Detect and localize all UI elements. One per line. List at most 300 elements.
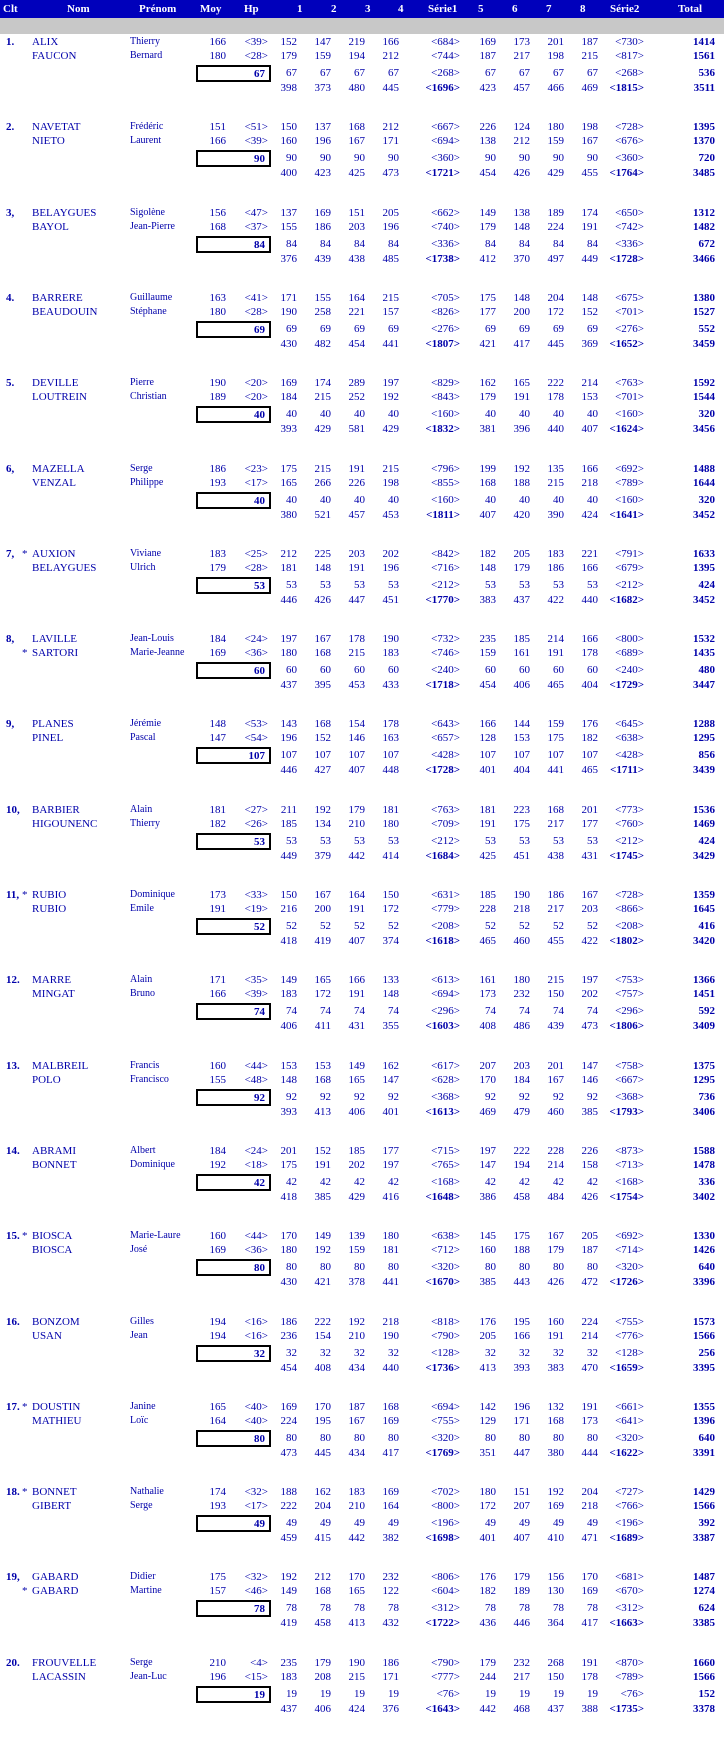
- series1-score: <702>: [431, 1486, 460, 1498]
- team-game-sum: 442: [348, 1532, 365, 1544]
- game-score: 222: [513, 1145, 530, 1157]
- team-game-sum: 453: [382, 509, 399, 521]
- game-score: 168: [479, 477, 496, 489]
- game-score: 149: [479, 207, 496, 219]
- player-first-name: José: [130, 1244, 148, 1255]
- player-first-name: Frédéric: [130, 121, 164, 132]
- game-score: 159: [547, 135, 564, 147]
- team-game-sum: 414: [382, 850, 399, 862]
- team-game-sum: 432: [382, 1617, 399, 1629]
- handicap-score: 67: [388, 67, 399, 79]
- team-handicap-box: 74: [196, 1003, 271, 1020]
- handicap-score: 90: [320, 152, 331, 164]
- series2-score: <742>: [615, 221, 644, 233]
- team-game-sum: 581: [348, 423, 365, 435]
- team-series2-sum: <1806>: [609, 1020, 644, 1032]
- player-total: 1644: [693, 477, 715, 489]
- team-game-sum: 437: [513, 594, 530, 606]
- team-rank: 20.: [6, 1657, 20, 1669]
- series1-score: <715>: [431, 1145, 460, 1157]
- game-score: 171: [382, 1671, 399, 1683]
- game-score: 196: [382, 221, 399, 233]
- game-score: 150: [547, 1671, 564, 1683]
- handicap-score: 67: [587, 67, 598, 79]
- player-last-name: SARTORI: [32, 647, 79, 659]
- game-score: 153: [280, 1060, 297, 1072]
- game-score: 221: [581, 548, 598, 560]
- game-score: 165: [280, 477, 297, 489]
- team-game-sum: 486: [513, 1020, 530, 1032]
- handicap-total: 536: [698, 67, 715, 79]
- game-score: 203: [581, 903, 598, 915]
- handicap-score: 42: [354, 1176, 365, 1188]
- game-score: 226: [348, 477, 365, 489]
- player-star: [22, 987, 30, 1001]
- game-score: 191: [348, 988, 365, 1000]
- team-total: 3396: [693, 1276, 715, 1288]
- game-score: 200: [314, 903, 331, 915]
- team-game-sum: 430: [280, 1276, 297, 1288]
- team-game-sum: 431: [581, 850, 598, 862]
- game-score: 222: [280, 1500, 297, 1512]
- game-score: 172: [547, 306, 564, 318]
- player-average: 184: [209, 633, 226, 645]
- player-last-name: DEVILLE: [32, 377, 79, 389]
- game-score: 191: [479, 818, 496, 830]
- series1-score: <779>: [431, 903, 460, 915]
- handicap-series1: <368>: [431, 1091, 460, 1103]
- team-game-sum: 449: [581, 253, 598, 265]
- handicap-series1: <240>: [431, 664, 460, 676]
- player-last-name: PINEL: [32, 732, 64, 744]
- team-total: 3420: [693, 935, 715, 947]
- game-score: 202: [581, 988, 598, 1000]
- handicap-score: 74: [519, 1005, 530, 1017]
- game-score: 175: [547, 732, 564, 744]
- team-series2-sum: <1729>: [609, 679, 644, 691]
- game-score: 160: [547, 1316, 564, 1328]
- player-total: 1380: [693, 292, 715, 304]
- game-score: 188: [513, 477, 530, 489]
- game-score: 156: [547, 1571, 564, 1583]
- game-score: 186: [314, 221, 331, 233]
- player-last-name: RUBIO: [32, 889, 67, 901]
- handicap-score: 32: [354, 1347, 365, 1359]
- game-score: 215: [547, 974, 564, 986]
- team-rank: 14.: [6, 1145, 20, 1157]
- handicap-series2: <268>: [615, 67, 644, 79]
- team-game-sum: 424: [348, 1703, 365, 1715]
- game-score: 226: [479, 121, 496, 133]
- game-score: 182: [581, 732, 598, 744]
- player-average: 168: [209, 221, 226, 233]
- team-block: [0, 546, 724, 632]
- team-game-sum: 410: [547, 1532, 564, 1544]
- player-handicap: <39>: [244, 135, 268, 147]
- game-score: 181: [479, 804, 496, 816]
- team-series1-sum: <1770>: [425, 594, 460, 606]
- player-handicap: <20>: [244, 391, 268, 403]
- team-game-sum: 451: [513, 850, 530, 862]
- game-score: 159: [479, 647, 496, 659]
- player-last-name: GABARD: [32, 1571, 79, 1583]
- handicap-score: 90: [388, 152, 399, 164]
- game-score: 167: [547, 1074, 564, 1086]
- game-score: 191: [581, 1657, 598, 1669]
- player-last-name: BELAYGUES: [32, 207, 97, 219]
- handicap-score: 32: [286, 1347, 297, 1359]
- team-game-sum: 424: [581, 509, 598, 521]
- team-game-sum: 408: [479, 1020, 496, 1032]
- player-handicap: <28>: [244, 306, 268, 318]
- handicap-score: 52: [286, 920, 297, 932]
- handicap-score: 80: [354, 1261, 365, 1273]
- handicap-score: 53: [485, 579, 496, 591]
- game-score: 197: [280, 633, 297, 645]
- game-score: 133: [382, 974, 399, 986]
- team-game-sum: 406: [280, 1020, 297, 1032]
- game-score: 169: [280, 377, 297, 389]
- game-score: 161: [513, 647, 530, 659]
- handicap-score: 80: [388, 1432, 399, 1444]
- game-score: 205: [581, 1230, 598, 1242]
- game-score: 217: [547, 818, 564, 830]
- game-score: 214: [581, 377, 598, 389]
- game-score: 197: [382, 1159, 399, 1171]
- team-game-sum: 458: [314, 1617, 331, 1629]
- team-game-sum: 460: [547, 1106, 564, 1118]
- player-total: 1561: [693, 50, 715, 62]
- game-score: 177: [382, 1145, 399, 1157]
- player-first-name: Thierry: [130, 36, 160, 47]
- player-star: [22, 1144, 30, 1158]
- team-game-sum: 434: [348, 1362, 365, 1374]
- team-game-sum: 439: [547, 1020, 564, 1032]
- handicap-score: 60: [587, 664, 598, 676]
- player-average: 160: [209, 1230, 226, 1242]
- team-game-sum: 369: [581, 338, 598, 350]
- col-total: Total: [678, 3, 703, 15]
- player-star: [22, 134, 30, 148]
- handicap-score: 92: [553, 1091, 564, 1103]
- handicap-score: 32: [320, 1347, 331, 1359]
- game-score: 214: [581, 1330, 598, 1342]
- team-game-sum: 396: [513, 423, 530, 435]
- game-score: 194: [513, 1159, 530, 1171]
- team-game-sum: 376: [280, 253, 297, 265]
- series1-score: <617>: [431, 1060, 460, 1072]
- player-star: *: [22, 647, 28, 659]
- team-series1-sum: <1811>: [426, 509, 460, 521]
- series1-score: <777>: [431, 1671, 460, 1683]
- table-header: [0, 0, 724, 18]
- handicap-series1: <208>: [431, 920, 460, 932]
- game-score: 218: [581, 1500, 598, 1512]
- player-first-name: Francis: [130, 1060, 160, 1071]
- player-handicap: <17>: [244, 1500, 268, 1512]
- game-score: 183: [280, 1671, 297, 1683]
- handicap-series2: <208>: [615, 920, 644, 932]
- player-star: [22, 462, 30, 476]
- game-score: 147: [581, 1060, 598, 1072]
- player-star: [22, 476, 30, 490]
- game-score: 189: [513, 1585, 530, 1597]
- game-score: 191: [547, 1330, 564, 1342]
- team-game-sum: 437: [280, 679, 297, 691]
- handicap-series1: <168>: [431, 1176, 460, 1188]
- team-game-sum: 385: [479, 1276, 496, 1288]
- game-score: 215: [581, 50, 598, 62]
- team-series2-sum: <1754>: [609, 1191, 644, 1203]
- player-average: 196: [209, 1671, 226, 1683]
- player-first-name: Jérémie: [130, 718, 162, 729]
- game-score: 192: [547, 1486, 564, 1498]
- handicap-total: 480: [698, 664, 715, 676]
- handicap-score: 40: [553, 408, 564, 420]
- player-total: 1536: [693, 804, 715, 816]
- game-score: 148: [581, 292, 598, 304]
- team-game-sum: 441: [382, 1276, 399, 1288]
- team-game-sum: 411: [314, 1020, 331, 1032]
- handicap-series2: <296>: [615, 1005, 644, 1017]
- player-total: 1633: [693, 548, 715, 560]
- team-game-sum: 433: [382, 679, 399, 691]
- handicap-total: 856: [698, 749, 715, 761]
- team-game-sum: 446: [280, 764, 297, 776]
- game-score: 192: [280, 1571, 297, 1583]
- player-handicap: <26>: [244, 818, 268, 830]
- handicap-score: 42: [485, 1176, 496, 1188]
- player-handicap: <25>: [244, 548, 268, 560]
- game-score: 218: [382, 1316, 399, 1328]
- handicap-score: 53: [553, 835, 564, 847]
- series1-score: <694>: [431, 988, 460, 1000]
- team-block: [0, 1484, 724, 1570]
- series1-score: <746>: [431, 647, 460, 659]
- player-star: [22, 1073, 30, 1087]
- player-first-name: Jean-Luc: [130, 1671, 167, 1682]
- game-score: 186: [382, 1657, 399, 1669]
- team-game-sum: 427: [314, 764, 331, 776]
- game-score: 187: [348, 1401, 365, 1413]
- game-score: 152: [581, 306, 598, 318]
- player-star: *: [22, 1230, 28, 1242]
- player-first-name: Janine: [130, 1401, 156, 1412]
- game-score: 171: [382, 135, 399, 147]
- team-handicap-box: 19: [196, 1686, 271, 1703]
- player-average: 191: [209, 903, 226, 915]
- game-score: 188: [513, 1244, 530, 1256]
- team-series1-sum: <1722>: [425, 1617, 460, 1629]
- handicap-score: 92: [519, 1091, 530, 1103]
- handicap-total: 320: [698, 494, 715, 506]
- handicap-score: 78: [320, 1602, 331, 1614]
- handicap-score: 78: [587, 1602, 598, 1614]
- game-score: 180: [479, 1486, 496, 1498]
- team-handicap-box: 53: [196, 577, 271, 594]
- handicap-score: 32: [519, 1347, 530, 1359]
- team-series2-sum: <1624>: [609, 423, 644, 435]
- player-first-name: Thierry: [130, 818, 160, 829]
- team-handicap-box: 40: [196, 492, 271, 509]
- team-game-sum: 444: [581, 1447, 598, 1459]
- game-score: 169: [581, 1585, 598, 1597]
- team-game-sum: 448: [382, 764, 399, 776]
- handicap-score: 92: [485, 1091, 496, 1103]
- game-score: 166: [513, 1330, 530, 1342]
- team-handicap-box: 32: [196, 1345, 271, 1362]
- game-score: 215: [382, 292, 399, 304]
- team-block: [0, 1143, 724, 1229]
- handicap-score: 107: [314, 749, 331, 761]
- game-score: 185: [479, 889, 496, 901]
- player-last-name: FAUCON: [32, 50, 77, 62]
- handicap-score: 40: [388, 494, 399, 506]
- handicap-score: 80: [320, 1432, 331, 1444]
- player-last-name: MARRE: [32, 974, 72, 986]
- handicap-series1: <160>: [431, 408, 460, 420]
- handicap-score: 40: [485, 494, 496, 506]
- handicap-score: 19: [286, 1688, 297, 1700]
- col-hp: Hp: [244, 3, 259, 15]
- game-score: 214: [547, 1159, 564, 1171]
- game-score: 181: [382, 804, 399, 816]
- game-score: 154: [314, 1330, 331, 1342]
- player-average: 164: [209, 1415, 226, 1427]
- game-score: 203: [513, 1060, 530, 1072]
- player-star: *: [22, 1401, 28, 1413]
- handicap-score: 84: [388, 238, 399, 250]
- col-g7: 7: [546, 3, 552, 15]
- team-game-sum: 459: [280, 1532, 297, 1544]
- player-handicap: <16>: [244, 1330, 268, 1342]
- handicap-score: 90: [553, 152, 564, 164]
- team-series1-sum: <1738>: [425, 253, 460, 265]
- game-score: 179: [280, 50, 297, 62]
- player-star: [22, 1499, 30, 1513]
- game-score: 170: [581, 1571, 598, 1583]
- team-game-sum: 437: [280, 1703, 297, 1715]
- player-star: [22, 1656, 30, 1670]
- series1-score: <829>: [431, 377, 460, 389]
- game-score: 268: [547, 1657, 564, 1669]
- handicap-series1: <296>: [431, 1005, 460, 1017]
- handicap-score: 84: [553, 238, 564, 250]
- game-score: 218: [513, 903, 530, 915]
- player-star: [22, 1243, 30, 1257]
- game-score: 186: [547, 889, 564, 901]
- game-score: 191: [348, 903, 365, 915]
- team-series2-sum: <1815>: [609, 82, 644, 94]
- game-score: 165: [348, 1585, 365, 1597]
- team-game-sum: 401: [479, 764, 496, 776]
- game-score: 232: [513, 988, 530, 1000]
- col-g5: 5: [478, 3, 484, 15]
- player-last-name: LACASSIN: [32, 1671, 86, 1683]
- team-game-sum: 378: [348, 1276, 365, 1288]
- game-score: 198: [382, 477, 399, 489]
- team-game-sum: 465: [581, 764, 598, 776]
- team-series2-sum: <1711>: [610, 764, 644, 776]
- game-score: 188: [280, 1486, 297, 1498]
- player-average: 179: [209, 562, 226, 574]
- handicap-total: 392: [698, 1517, 715, 1529]
- handicap-score: 53: [388, 579, 399, 591]
- handicap-total: 640: [698, 1261, 715, 1273]
- handicap-series2: <320>: [615, 1261, 644, 1273]
- team-rank: 9,: [6, 718, 15, 730]
- player-first-name: Nathalie: [130, 1486, 164, 1497]
- series2-score: <866>: [615, 903, 644, 915]
- game-score: 201: [280, 1145, 297, 1157]
- game-score: 198: [547, 50, 564, 62]
- game-score: 175: [479, 292, 496, 304]
- handicap-series2: <212>: [615, 579, 644, 591]
- team-series2-sum: <1745>: [609, 850, 644, 862]
- player-average: 155: [209, 1074, 226, 1086]
- game-score: 145: [479, 1230, 496, 1242]
- player-total: 1588: [693, 1145, 715, 1157]
- game-score: 215: [348, 647, 365, 659]
- game-score: 148: [513, 221, 530, 233]
- player-handicap: <18>: [244, 1159, 268, 1171]
- team-game-sum: 469: [581, 82, 598, 94]
- col-clt: Clt: [3, 3, 18, 15]
- player-average: 210: [209, 1657, 226, 1669]
- series2-score: <692>: [615, 1230, 644, 1242]
- game-score: 191: [513, 391, 530, 403]
- handicap-score: 19: [354, 1688, 365, 1700]
- game-score: 158: [581, 1159, 598, 1171]
- game-score: 191: [348, 463, 365, 475]
- player-handicap: <20>: [244, 377, 268, 389]
- handicap-score: 80: [553, 1432, 564, 1444]
- team-game-sum: 426: [513, 167, 530, 179]
- player-first-name: Loïc: [130, 1415, 149, 1426]
- team-game-sum: 418: [280, 935, 297, 947]
- team-total: 3447: [693, 679, 715, 691]
- team-series1-sum: <1696>: [425, 82, 460, 94]
- handicap-score: 74: [587, 1005, 598, 1017]
- handicap-score: 107: [547, 749, 564, 761]
- team-game-sum: 425: [348, 167, 365, 179]
- team-game-sum: 393: [280, 1106, 297, 1118]
- game-score: 149: [314, 1230, 331, 1242]
- handicap-score: 40: [354, 494, 365, 506]
- series2-score: <692>: [615, 463, 644, 475]
- team-rank: 3,: [6, 207, 15, 219]
- player-handicap: <47>: [244, 207, 268, 219]
- team-game-sum: 480: [348, 82, 365, 94]
- team-total: 3395: [693, 1362, 715, 1374]
- game-score: 191: [581, 1401, 598, 1413]
- player-average: 194: [209, 1316, 226, 1328]
- series2-score: <641>: [615, 1415, 644, 1427]
- handicap-score: 74: [388, 1005, 399, 1017]
- handicap-score: 60: [286, 664, 297, 676]
- game-score: 149: [348, 1060, 365, 1072]
- team-game-sum: 446: [280, 594, 297, 606]
- game-score: 177: [581, 818, 598, 830]
- team-series1-sum: <1721>: [425, 167, 460, 179]
- player-first-name: Sigolène: [130, 207, 165, 218]
- game-score: 167: [348, 135, 365, 147]
- handicap-total: 640: [698, 1432, 715, 1444]
- game-score: 214: [547, 633, 564, 645]
- game-score: 172: [382, 903, 399, 915]
- game-score: 232: [513, 1657, 530, 1669]
- team-game-sum: 440: [581, 594, 598, 606]
